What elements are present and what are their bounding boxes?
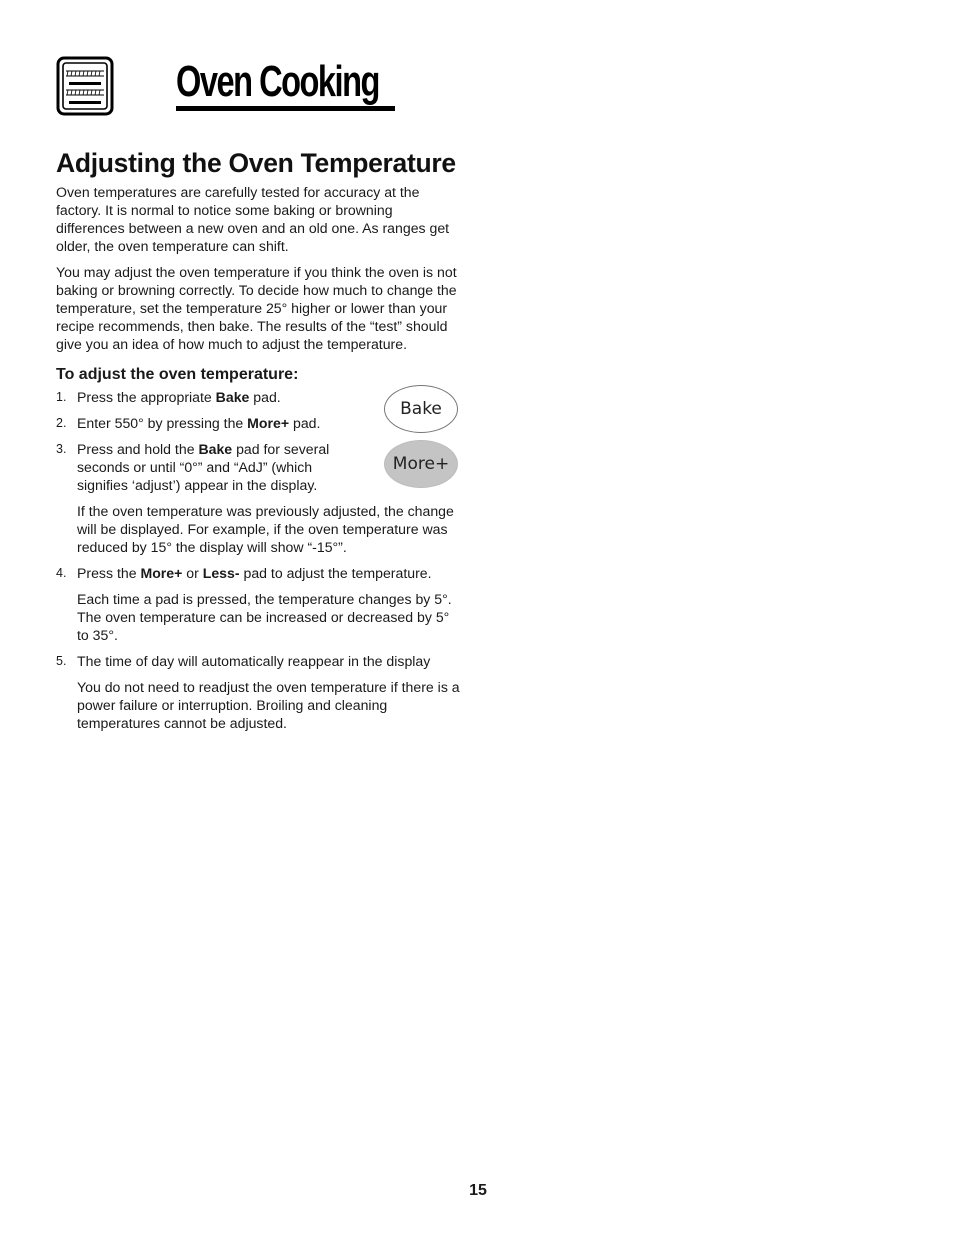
- step-note: You do not need to readjust the oven temperature if there is a power failure or interruption. Broiling and cleaning temperatures cannot be adjusted.: [77, 679, 460, 731]
- step-note: Each time a pad is pressed, the temperature changes by 5°. The oven temperature can be increased or decreased by 5° to 35°.: [77, 591, 452, 643]
- step-number: 3.: [56, 442, 67, 456]
- step-5: [56, 652, 461, 732]
- intro-paragraph-2: You may adjust the oven temperature if you think the oven is not baking or browning correctly. To decide how much to change the temperature, set the temperature 25° higher or lower than your recipe recommends, then bake. The results of the “test” should give you an idea of how much to adjust the temperature.: [56, 264, 457, 352]
- step-note: If the oven temperature was previously adjusted, the change will be displayed. For example, if the oven temperature was reduced by 15° the display will show “-15°”.: [77, 503, 454, 555]
- step-text: The time of day will automatically reappear in the display: [77, 653, 431, 669]
- steps-list: [56, 388, 461, 732]
- step-text: Press the appropriate Bake pad.: [77, 389, 281, 405]
- step-text: Enter 550° by pressing the More+ pad.: [77, 415, 321, 431]
- bake-pad-illustration: Bake: [384, 385, 458, 433]
- step-number: 2.: [56, 416, 67, 430]
- step-number: 4.: [56, 566, 67, 580]
- page-number: 15: [469, 1182, 487, 1199]
- title-underline: [176, 106, 395, 111]
- more-pad-illustration: More+: [384, 440, 458, 488]
- step-number: 5.: [56, 654, 67, 668]
- step-text: Press the More+ or Less- pad to adjust the temperature.: [77, 565, 432, 581]
- intro-paragraph-1: Oven temperatures are carefully tested for accuracy at the factory. It is normal to notice some baking or browning differences between a new oven and an old one. As ranges get older, the oven temperature can shift.: [56, 184, 450, 254]
- step-number: 1.: [56, 390, 67, 404]
- page-heading: Adjusting the Oven Temperature: [56, 148, 456, 178]
- instructions-heading: To adjust the oven temperature:: [56, 366, 299, 383]
- step-4: [56, 564, 461, 644]
- oven-icon: [56, 56, 114, 116]
- step-text: Press and hold the Bake pad for several seconds or until “0°” and “AdJ” (which signifies ‘adjust’) appear in the display.: [77, 441, 330, 493]
- section-title: Oven Cooking: [176, 57, 379, 106]
- section-header: [56, 54, 379, 120]
